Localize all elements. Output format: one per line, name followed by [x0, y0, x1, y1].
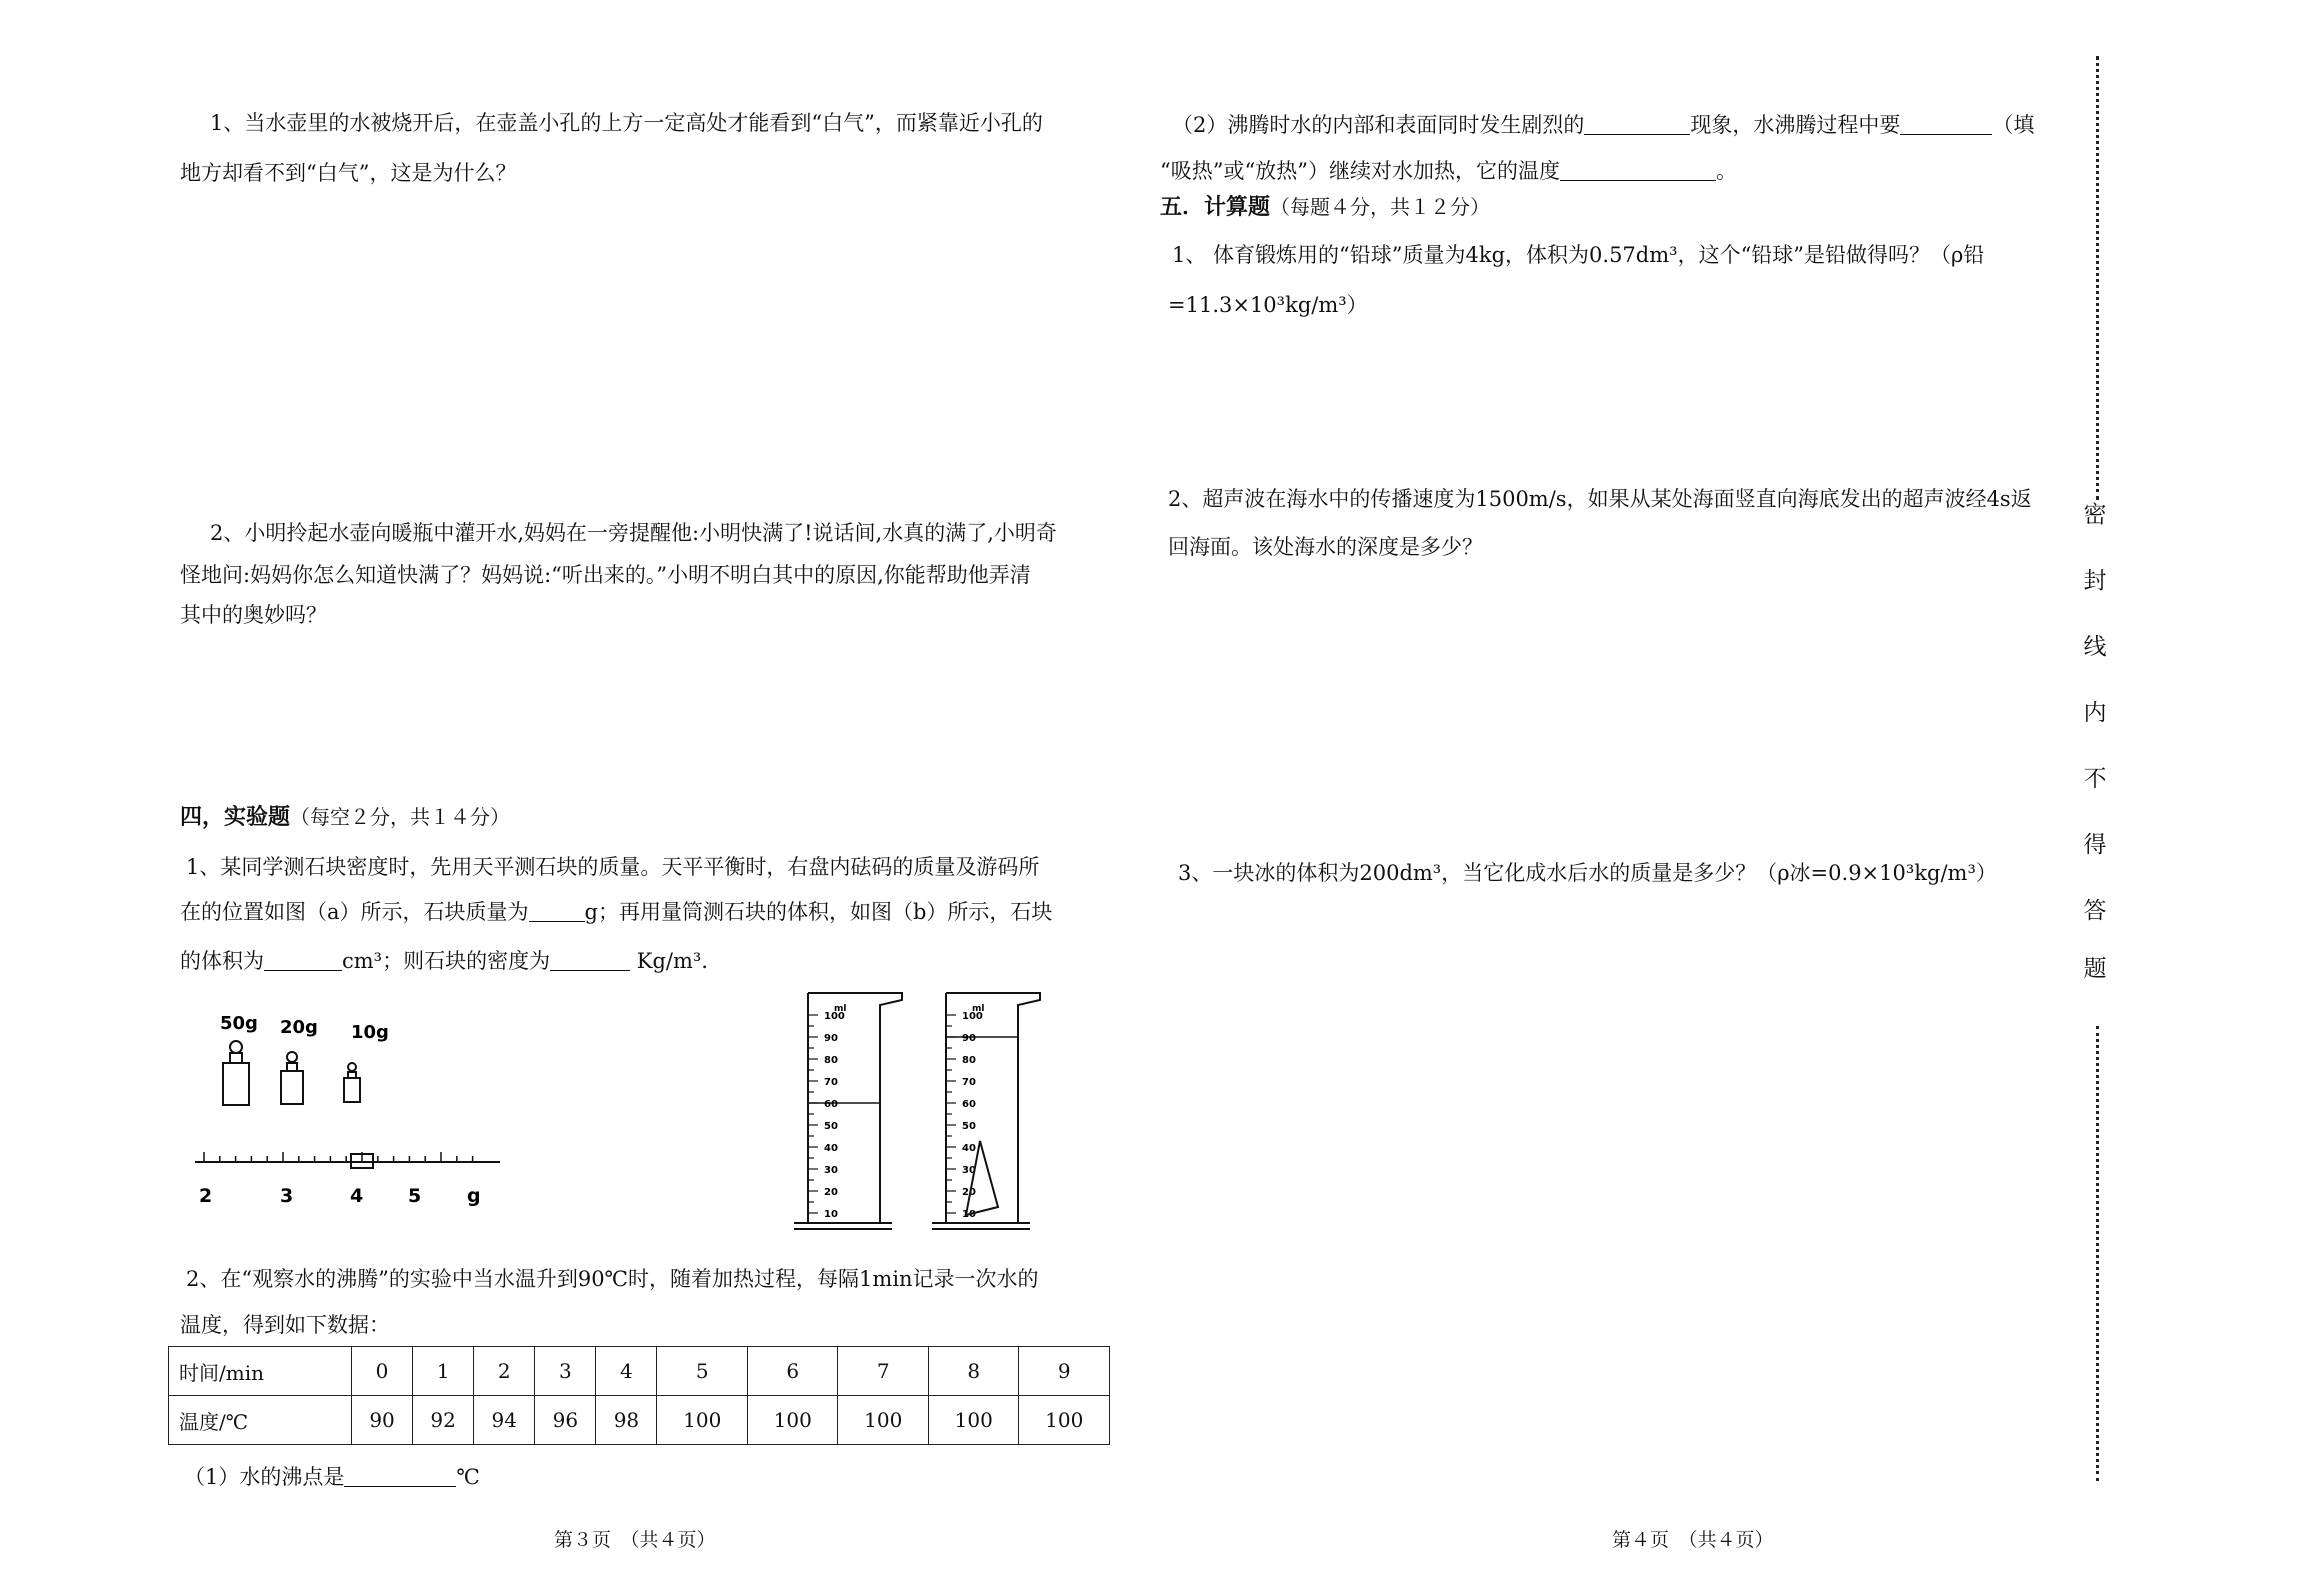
table-cell: 7	[838, 1347, 929, 1396]
table-cell: 6	[747, 1347, 838, 1396]
scale-label-4: 4	[350, 1185, 364, 1207]
q4-1-line2-b: g；再用量筒测石块的体积，如图（b）所示，石块	[584, 900, 1053, 924]
cylinder-left-ticks	[808, 1011, 845, 1220]
seal-char: 不	[2083, 766, 2107, 792]
cylinder-tick-label: 80	[824, 1055, 838, 1066]
seal-char: 得	[2083, 832, 2107, 858]
table-cell: 100	[747, 1396, 838, 1445]
section-4-heading	[180, 800, 510, 831]
section-5-heading	[1160, 190, 1490, 221]
q3-2-line1: 2、小明拎起水壶向暖瓶中灌开水,妈妈在一旁提醒他:小明快满了!说话间,水真的满了,小明奇	[210, 521, 1057, 545]
section-5-title: 五．计算题	[1160, 195, 1271, 220]
footer-right: 第４页 （共４页）	[1612, 1529, 1774, 1551]
temperature-blank[interactable]	[1560, 158, 1716, 181]
table-cell: 3	[535, 1347, 596, 1396]
weight-20g-label: 20g	[280, 1017, 318, 1038]
table-cell: 100	[657, 1396, 748, 1445]
seal-char: 题	[2083, 956, 2107, 982]
scale-unit: g	[467, 1185, 481, 1207]
cylinder-tick-label: 20	[962, 1187, 976, 1198]
cylinder-tick-label: 50	[824, 1121, 838, 1132]
cylinder-tick-label: 40	[962, 1143, 976, 1154]
cylinder-tick-label: 100	[962, 1011, 983, 1022]
scale-label-5: 5	[408, 1185, 422, 1207]
boiling-point-blank[interactable]	[344, 1464, 456, 1487]
cylinder-tick-label: 20	[824, 1187, 838, 1198]
q4-2-sub2-line2-b: 。	[1715, 159, 1737, 183]
heat-blank[interactable]	[1900, 112, 1992, 135]
table-cell: 98	[596, 1396, 657, 1445]
seal-char: 密	[2083, 502, 2107, 528]
q3-2-line3: 其中的奥妙吗？	[180, 603, 327, 627]
cylinder-right-unit: ml	[972, 1004, 985, 1014]
table-row	[169, 1396, 1110, 1445]
cylinder-left-unit: ml	[834, 1004, 847, 1014]
data-table	[168, 1346, 1110, 1445]
q4-2-sub2-line2	[1160, 154, 1737, 188]
cylinder-tick-label: 30	[824, 1165, 838, 1176]
footer-left: 第３页 （共４页）	[554, 1529, 716, 1551]
cylinder-tick-label: 80	[962, 1055, 976, 1066]
cylinder-tick-label: 100	[824, 1011, 845, 1022]
q4-1-line3	[180, 944, 708, 978]
seal-char: 线	[2083, 634, 2107, 660]
figure-a-balance	[190, 1010, 510, 1210]
cylinder-tick-label: 10	[962, 1209, 976, 1220]
q4-2-line2: 温度，得到如下数据：	[180, 1313, 390, 1337]
table-cell: 94	[474, 1396, 535, 1445]
q4-1-line2-a: 在的位置如图（a）所示，石块质量为	[180, 900, 529, 924]
q4-1-line3-a: 的体积为	[180, 949, 264, 973]
weight-20g	[280, 1017, 318, 1104]
table-cell: 96	[535, 1396, 596, 1445]
table-cell: 2	[474, 1347, 535, 1396]
table-cell: 100	[838, 1396, 929, 1445]
weight-10g	[344, 1022, 389, 1102]
table-cell: 时间/min	[169, 1347, 352, 1396]
q4-2-sub2-line1-b: 现象，水沸腾过程中要	[1690, 113, 1901, 137]
cylinder-right	[932, 993, 1040, 1229]
q5-2-line2: 回海面。该处海水的深度是多少？	[1168, 535, 1483, 559]
q4-2-sub2-line1-a: （2）沸腾时水的内部和表面同时发生剧烈的	[1172, 113, 1585, 137]
seal-dotted-line-bottom	[2096, 1026, 2099, 1481]
q4-1-line2	[180, 895, 1052, 929]
table-cell: 0	[352, 1347, 413, 1396]
table-cell: 90	[352, 1396, 413, 1445]
section-4-title: 四，实验题	[180, 805, 291, 830]
table-cell: 4	[596, 1347, 657, 1396]
cylinder-tick-label: 60	[824, 1099, 838, 1110]
section-5-note: （每题４分，共１２分）	[1270, 195, 1491, 219]
q3-1-line2: 地方却看不到“白气”，这是为什么？	[180, 161, 517, 185]
seal-char: 封	[2083, 568, 2107, 594]
q4-2-sub2-line1-c: （填	[1992, 113, 2035, 137]
q4-2-sub1	[184, 1460, 480, 1494]
table-cell: 100	[1019, 1396, 1110, 1445]
cylinder-left	[794, 993, 902, 1229]
weight-10g-label: 10g	[351, 1022, 389, 1043]
phenomenon-blank[interactable]	[1584, 112, 1690, 135]
cylinder-tick-label: 40	[824, 1143, 838, 1154]
seal-dotted-line-top	[2096, 56, 2099, 500]
table-cell: 8	[928, 1347, 1019, 1396]
table-cell: 100	[928, 1396, 1019, 1445]
density-blank[interactable]	[550, 948, 630, 971]
table-row	[169, 1347, 1110, 1396]
mass-blank[interactable]	[529, 899, 585, 922]
weight-50g	[220, 1013, 258, 1105]
cylinder-tick-label: 60	[962, 1099, 976, 1110]
table-cell: 温度/℃	[169, 1396, 352, 1445]
q5-2-line1: 2、超声波在海水中的传播速度为1500m/s，如果从某处海面竖直向海底发出的超声波经4s返	[1168, 487, 2032, 511]
q4-2-sub1-b: ℃	[456, 1465, 480, 1489]
table-cell: 9	[1019, 1347, 1110, 1396]
q4-1-line3-b: cm³；则石块的密度为	[342, 949, 551, 973]
q5-3-line1: 3、一块冰的体积为200dm³，当它化成水后水的质量是多少？（ρ冰=0.9×10³kg/m³）	[1178, 861, 1997, 885]
cylinder-tick-label: 70	[824, 1077, 838, 1088]
q4-1-line3-c: Kg/m³.	[630, 949, 708, 973]
cylinder-tick-label: 30	[962, 1165, 976, 1176]
section-4-note: （每空２分，共１４分）	[290, 805, 511, 829]
cylinder-tick-label: 90	[824, 1033, 838, 1044]
seal-char: 内	[2083, 700, 2107, 726]
cylinder-tick-label: 10	[824, 1209, 838, 1220]
q4-2-sub1-a: （1）水的沸点是	[184, 1465, 345, 1489]
cylinder-tick-label: 90	[962, 1033, 976, 1044]
cylinder-tick-label: 70	[962, 1077, 976, 1088]
cylinder-right-ticks	[946, 1011, 983, 1220]
table-cell: 5	[657, 1347, 748, 1396]
q4-1-line1: 1、某同学测石块密度时，先用天平测石块的质量。天平平衡时，右盘内砝码的质量及游码所	[186, 855, 1040, 879]
scale-label-3: 3	[280, 1185, 294, 1207]
scale-label-2: 2	[199, 1185, 213, 1207]
q3-2-line2: 怪地问:妈妈你怎么知道快满了？妈妈说:“听出来的。”小明不明白其中的原因,你能帮助他弄清	[180, 563, 1031, 587]
rider-scale	[195, 1152, 500, 1162]
volume-blank[interactable]	[264, 948, 342, 971]
cylinder-tick-label: 50	[962, 1121, 976, 1132]
seal-char: 答	[2083, 898, 2107, 924]
q4-2-line1: 2、在“观察水的沸腾”的实验中当水温升到90℃时，随着加热过程，每隔1min记录一次水的	[186, 1267, 1039, 1291]
table-cell: 1	[413, 1347, 474, 1396]
q5-1-line1: 1、 体育锻炼用的“铅球”质量为4kg，体积为0.57dm³，这个“铅球”是铅做得吗？（ρ铅	[1172, 243, 1985, 267]
weight-50g-label: 50g	[220, 1013, 258, 1034]
q5-1-line2: =11.3×10³kg/m³）	[1168, 293, 1368, 317]
q4-2-sub2-line2-a: “吸热”或“放热”）继续对水加热，它的温度	[1160, 159, 1560, 183]
q4-2-sub2-line1	[1172, 108, 2034, 142]
table-cell: 92	[413, 1396, 474, 1445]
figure-b-cylinders	[780, 985, 1080, 1235]
q3-1-line1: 1、当水壶里的水被烧开后，在壶盖小孔的上方一定高处才能看到“白气”，而紧靠近小孔的	[210, 111, 1043, 135]
